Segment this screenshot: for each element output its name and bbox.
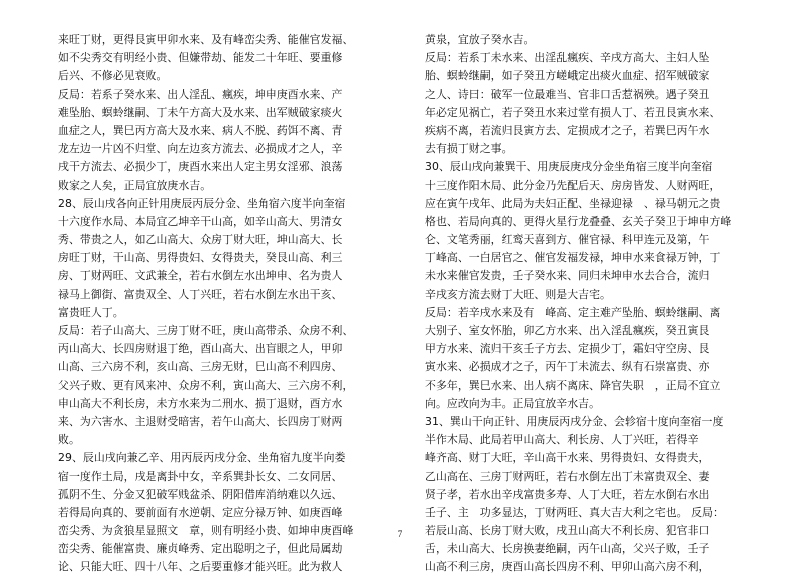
text-line: 仑、文笔秀丽，红鸾天喜到方、催官禄、科甲连元及第，午 [425, 233, 710, 247]
text-line: 寅水来、必损成才之子，丙午丁未流去、纵有石崇富贵、亦 [425, 360, 710, 374]
text-line: 未水来催官发贵，壬子癸水来、同归未坤申水去合合，流归 [425, 269, 710, 283]
text-line: 十三度作阳木局、此分金乃先配后天、房房皆发、人财两旺， [425, 178, 721, 192]
text-line: 年必定见祸亡，若子癸丑水来过堂有损人丁、若丑艮寅水来、 [425, 105, 721, 119]
text-line: 格也、若局向真的、更得火星行龙叠叠、玄关子癸卫于坤申方峰 [425, 214, 732, 228]
text-line: 反局：若子山高大、三房丁财不旺，庚山高带杀、众房不利、 [58, 324, 354, 337]
text-line: 后兴、不修必见衰败。 [58, 69, 168, 83]
text-line: 舌，未山高大、长房换妻绝嗣，丙午山高，父兴子败，壬子 [425, 542, 710, 556]
text-line: 峦尖秀、为贪狼星显照文 章，则有明经小贵、如坤申庚酉峰 [58, 524, 354, 538]
text-line: 之人、诗曰：破军一位最难当、官非口舌惹祸殃。遇子癸丑 [425, 87, 710, 101]
text-line: 孤阴不生、分金又犯破军贱盆杀、阴阳借库消纳难以久远、 [58, 487, 343, 501]
text-line: 不多年，巽巳水来、出人病不离床、降官失职 ，正局不宜立 [425, 378, 721, 392]
text-line: 如不尖秀交有明经小贵、但嫌带劫、能发二十年旺、要重修 [58, 51, 343, 65]
text-line: 房、丁财两旺、文武兼全，若右水倒左水出坤申、名为贵人 [58, 269, 343, 283]
text-line: 败家之人矣，正局宜放庚水吉。 [58, 178, 212, 192]
text-line: 峦尖秀、能催富贵、廉贞峰秀、定出聪明之子，但此局属劫 [58, 542, 343, 556]
text-line: 来、为六害水、主退财受暗害，若午山高大、长四房丁财两 [58, 414, 343, 428]
text-line: 30、辰山戌向兼巽干、用庚辰庚戌分金坐角宿三度半向奎宿 [425, 160, 713, 174]
text-line: 秀、带贵之人，如乙山高大、众房丁财大旺，坤山高大、长 [58, 233, 343, 247]
text-line: 反局：若系子癸水来、出人淫乱、瘋疾，坤申庚酉水来、产 [58, 87, 343, 101]
text-line: 应在寅午戌年、此局为夫妇正配、坐禄迎禄 、禄马朝元之贵 [425, 196, 721, 210]
right-text-column [425, 31, 765, 577]
text-line: 疾病不离，若流归艮寅方去、定损成才之子，若巽巳丙午水 [425, 123, 710, 137]
text-line: 禄马上御街、富贵双全、人丁兴旺，若右水倒左水出干亥、 [58, 287, 343, 301]
text-line: 若辰山高、长房丁财大败，戌丑山高大不利长房、犯官非口 [425, 524, 710, 538]
text-line: 房旺丁财，干山高、男得贵妇、女得贵夫，癸艮山高、利三 [58, 251, 343, 265]
text-line: 山高、三六房不利，亥山高、三房无财，巳山高不利四房、 [58, 360, 343, 374]
text-line: 若得局向真的、要前面有水逆朝、定应分禄万钟、如庚酉峰 [58, 505, 343, 519]
text-line: 败。 [58, 433, 80, 447]
text-line: 反局：若辛戌水来及有 峰高、定主难产坠胎、螟蛉继嗣、离 [425, 305, 721, 319]
text-line: 山高不利三房，庚酉山高长四房不利、甲卯山高六房不利， [425, 560, 710, 574]
text-line: 龙左边一片凶不归堂、向左边亥方流去、必损成才之人，辛 [58, 142, 343, 156]
text-line: 壬子、主 功多显达，丁财两旺、真大吉大利之宅也。 反局： [425, 505, 724, 519]
text-line: 申山高大不利长房，未方水来为二刑水、损丁退财，酉方水 [58, 396, 343, 410]
page-number: 7 [397, 529, 403, 539]
text-line: 28、辰山戌各向正针用庚辰丙辰分金、坐角宿六度半向奎宿 [58, 196, 346, 210]
text-line: 31、巽山干向正针、用庚辰丙戌分金、会轸宿十度向奎宿一度 [425, 414, 724, 428]
text-line: 论、只能大旺、四十八年、之后要重修才能兴旺。此为救人 [58, 560, 343, 574]
text-line: 向。应改向为丰。正局宜放辛水吉。 [425, 396, 601, 410]
text-line: 难坠胎、螟蛉继嗣、丁未午方高大及水来、出军贼破家痰火 [58, 105, 343, 119]
left-text-column [58, 31, 398, 577]
text-line: 贤子孝，若水出辛戌富贵多寿、人丁大旺，若左水倒右水出 [425, 487, 710, 501]
text-line: 宿一度作土局，戌是离卦中女，辛系巽卦长女、二女同居、 [58, 469, 343, 483]
text-line: 来旺丁财，更得艮寅甲卯水来、及有峰峦尖秀、能催官发福、 [58, 33, 354, 46]
text-line: 十六度作水局、本局宜乙坤辛干山高，如辛山高大、男清女 [58, 214, 343, 228]
text-line: 乙山高在、三房丁财两旺，若右水倒左出丁未富贵双全、妻 [425, 469, 710, 483]
text-line: 丙山高大、长四房财退丁绝，酉山高大、出盲眼之人，甲卯 [58, 342, 343, 356]
text-line: 大别子、室女怀胎，卯乙方水来、出入淫乱瘋疾，癸丑寅艮 [425, 324, 710, 337]
text-line: 29、辰山戌向兼乙辛、用丙辰丙戌分金、坐角宿九度半向娄 [58, 451, 346, 465]
text-line: 半作木局、此局若甲山高大、利长房、人丁兴旺，若得辛 [425, 433, 699, 447]
text-line: 辛戌亥方流去财丁大旺、则是大吉宅。 [425, 287, 611, 301]
text-line: 父兴子败、更有风来冲、众房不利，寅山高大、三六房不利， [58, 378, 354, 392]
text-line: 黄泉，宜放子癸水吉。 [425, 33, 535, 46]
text-line: 富贵旺人丁。 [58, 305, 124, 319]
text-line: 去有损丁财之事。 [425, 142, 513, 156]
text-line: 反局：若系丁未水来、出淫乱瘋疾、辛戌方高大、主妇人坠 [425, 51, 710, 65]
text-line: 甲方水来、流归干亥壬子方去、定损少丁，霜妇守空房、艮 [425, 342, 710, 356]
text-line: 血症之人，巽巳丙方高大及水来、病人不脱、药饵不离、青 [58, 123, 343, 137]
text-line: 戌干方流去、必损少丁，庚酉水来出人定主男女淫邪、浪荡 [58, 160, 343, 174]
text-line: 丁峰高、一白居官之、催官发福发禄，坤申水来食禄万钟，丁 [425, 251, 721, 265]
text-line: 胎、螟蛉继嗣，如子癸丑方嵯峨定出痰火血症、招军贼破家 [425, 69, 710, 83]
text-line: 峰齐高、财丁大旺，辛山高干水来、男得贵妇、女得贵夫， [425, 451, 710, 465]
